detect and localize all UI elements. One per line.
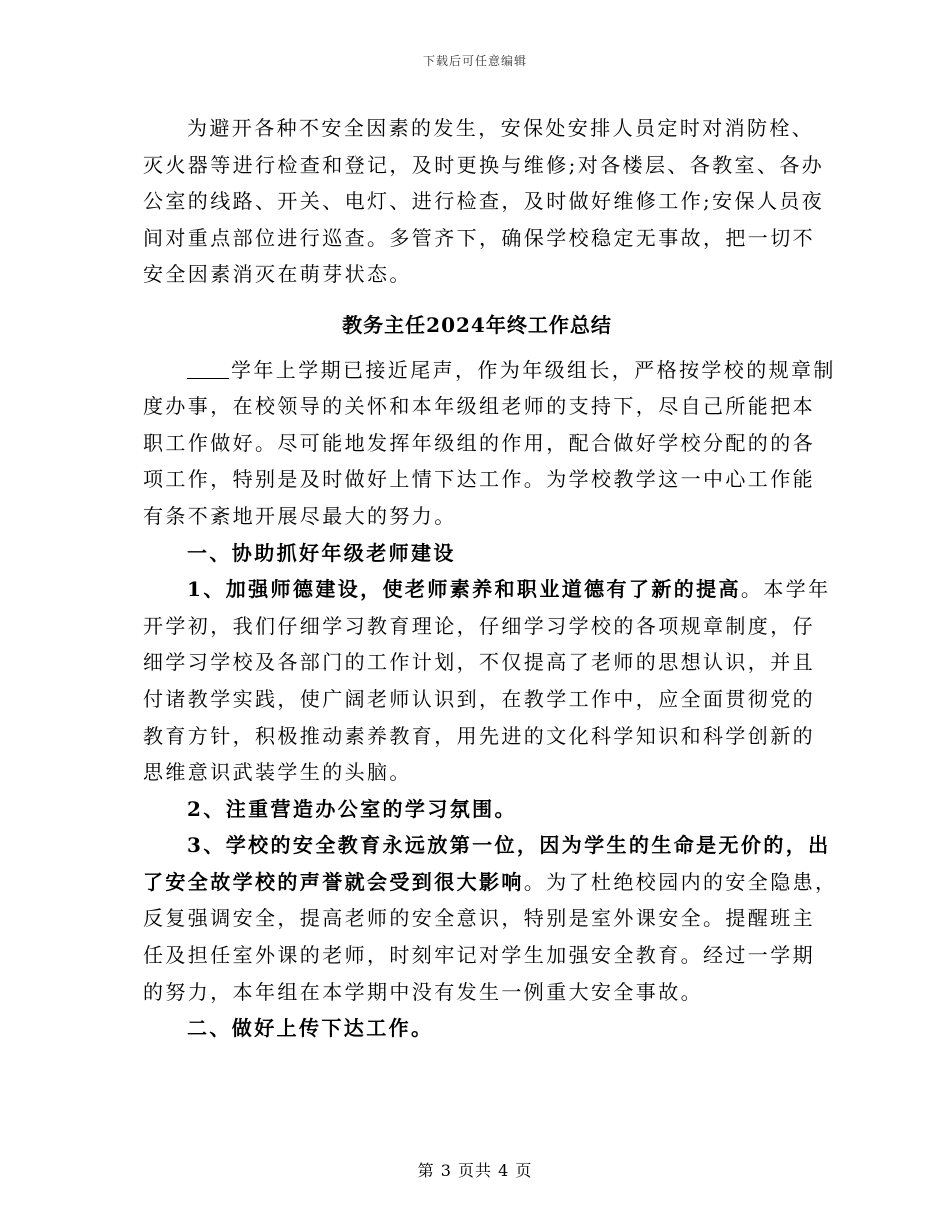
text-line: 公室的线路、开关、电灯、进行检查，及时做好维修工作;安保人员夜: [143, 189, 825, 214]
page-header: 下载后可任意编辑: [422, 54, 527, 68]
text-line: [143, 571, 831, 608]
text-line: 开学初，我们仔细学习教育理论，仔细学习学校的各项规章制度，仔: [143, 613, 815, 638]
document-body: [143, 110, 838, 1047]
section-heading-2: 二、做好上传下达工作。: [187, 1016, 434, 1041]
item-3-bold-continuation: 了安全故学校的声誉就会受到很大影响: [143, 869, 524, 894]
text-span: 。本学年: [740, 577, 831, 602]
document-title: 教务主任2024年终工作总结: [342, 312, 612, 337]
opening-paragraph: [143, 352, 836, 535]
text-line: 度办事，在校领导的关怀和本年级组老师的支持下，尽自己所能把本: [143, 394, 815, 419]
text-line: 为避开各种不安全因素的发生，安保处安排人员定时对消防栓、: [187, 116, 815, 140]
item-2-heading: 2、注重营造办公室的学习氛围。: [187, 796, 517, 821]
text-line: 付诸教学实践，使广阔老师认识到，在教学工作中，应全面贯彻党的: [143, 686, 815, 711]
item-1-paragraph: [143, 571, 831, 791]
text-line: 教育方针，积极推动素养教育，用先进的文化科学知识和科学创新的: [143, 723, 815, 748]
text-span: 学年上学期已接近尾声，作为年级组长，严格按学校的规章制: [231, 357, 836, 382]
item-3-bold-line: 3、学校的安全教育永远放第一位，因为学生的生命是无价的，出: [187, 833, 831, 858]
text-line: [143, 352, 836, 389]
item-1-bold-lead: 1、加强师德建设，使老师素养和职业道德有了新的提高: [187, 577, 741, 602]
text-line: 灭火器等进行检查和登记，及时更换与维修;对各楼层、各教室、各办: [143, 152, 825, 177]
section-heading-1: 一、协助抓好年级老师建设: [187, 540, 456, 565]
text-line: 的努力，本年组在本学期中没有发生一例重大安全事故。: [143, 979, 703, 1004]
fill-in-blank: [187, 358, 229, 379]
page-footer: 第 3 页共 4 页: [417, 1161, 533, 1180]
text-line: 思维意识武装学生的头脑。: [143, 760, 412, 785]
intro-paragraph: [143, 110, 825, 293]
text-line: 间对重点部位进行巡查。多管齐下，确保学校稳定无事故，把一切不: [143, 225, 815, 250]
text-line: 安全因素消灭在萌芽状态。: [143, 262, 412, 287]
text-line: 有条不紊地开展尽最大的努力。: [143, 503, 457, 528]
text-line: 职工作做好。尽可能地发挥年级组的作用，配合做好学校分配的的各: [143, 430, 815, 455]
text-line: [143, 864, 838, 901]
text-span: 。为了杜绝校园内的安全隐患，: [523, 869, 838, 894]
text-line: 反复强调安全，提高老师的安全意识，特别是室外课安全。提醒班主: [143, 906, 815, 931]
text-line: 任及担任室外课的老师，时刻牢记对学生加强安全教育。经过一学期: [143, 943, 815, 968]
item-3-paragraph: [143, 827, 838, 1010]
text-line: 细学习学校及各部门的工作计划，不仅提高了老师的思想认识，并且: [143, 650, 815, 675]
text-line: 项工作，特别是及时做好上情下达工作。为学校教学这一中心工作能: [143, 467, 815, 492]
